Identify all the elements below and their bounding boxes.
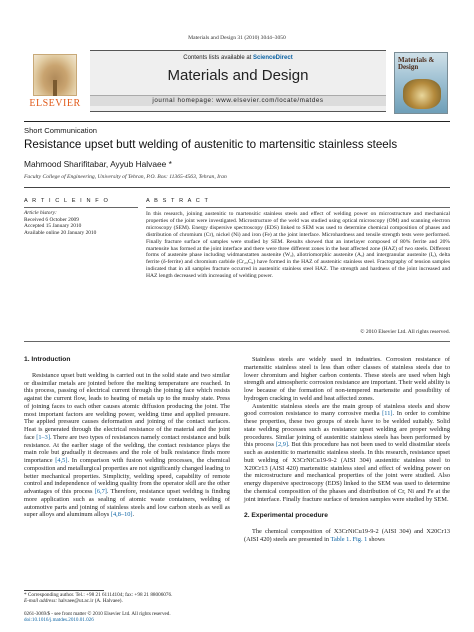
footnote-contact: * Corresponding author. Tel.: +98 21 61114104; fax: +98 21 88006076. [24,592,173,598]
text-run: shows [367,535,385,543]
body-column-left [24,356,230,519]
citation-link[interactable]: [11] [382,410,393,418]
text-run: Resistance upset butt welding is carried out in the solid state and two similar or dissimilar metals are jointed before the melting temperature are reached. In this process, passing of electrical current through the joining face which resists against the current flow, leads to heating of metals up to the mushy state. Press of joining faces to each other causes atomic diffusion producing the joint. The most important factors are welding power, welding time and applied pressure. The applied pressure causes deformation and joining of the contact surfaces. Heat is generated through the electrical resistance of the material and the joint face [24,371,230,441]
journal-cover-image [394,52,448,114]
table-link[interactable]: Table 1 [330,535,350,543]
text-run: . Therefore, resistance upset welding is finding more application such as sealing of atomic waste containers, welding of automotive parts and joining of stainless steels and low carbon steels as well as super alloys and aluminum alloys [24,488,230,519]
citation-link[interactable]: [6,7] [94,488,107,495]
cover-art [403,79,441,109]
author-list[interactable]: Mahmood Sharifitabar, Ayyub Halvaee * [24,159,172,169]
text-run: The chemical composition of X3CrNiCu19-9-2 (AISI 304) and X20Cr13 (AISI 420) steels are presented in [244,528,450,543]
cover-title: Materials & Design [398,56,435,71]
stainless-paragraph: Stainless steels are widely used in industries. Corrosion resistance of martensitic stainless steel is less than other classes of stainless steels due to lower chromium and higher carbon contents. These steels are used when high strength and atmospheric corrosion resistance are important. Their weld ability is low because of the formation of non-tempered martensite and possibility of hydrogen cracking in weld and heat affected zones. [244,356,450,402]
imprint [24,611,171,624]
footnote-email-line [24,598,172,604]
section-heading-experimental: 2. Experimental procedure [244,512,328,520]
austenitic-paragraph [244,403,450,504]
text-run: Austenitic stainless steels are the main group of stainless steels and show good corrosion resistance to many corrosive media [244,402,450,418]
text-run: . [349,535,353,543]
contents-line [90,55,386,61]
article-title: Resistance upset butt welding of austenitic to martensitic stainless steels [24,138,398,151]
email-label: E-mail address: [24,598,58,605]
intro-paragraph [24,372,230,519]
masthead-divider [24,121,450,122]
elsevier-wordmark: ELSEVIER [29,98,81,109]
header-divider [24,187,450,188]
history-label: Article history: [24,210,57,216]
article-type: Short Communication [24,126,98,135]
abstract-text [146,211,450,280]
received-date: Received 6 October 2009 [24,216,79,223]
email-address[interactable]: halvaee@ut.ac.ir (A. Halvaee). [57,598,123,605]
journal-homepage-link[interactable]: journal homepage: www.elsevier.com/locate/matdes [152,97,324,104]
citation-link[interactable]: [4,8–10] [110,511,133,519]
front-matter-notice: 0261-3069/$ - see front matter © 2010 Elsevier Ltd. All rights reserved. [24,611,171,617]
online-date: Available online 20 January 2010 [24,229,97,236]
elsevier-logo [24,50,86,112]
abstract-paragraph: In this research, joining austenitic to martensitic stainless steels and effect of welding power on microstructure and mechanical properties of the joint were investigated. Microstructure of the weld was studied using optical microscopy (OM) and scanning electron microscopy (SEM). Energy dispersive spectroscopy (EDS) linked to SEM was used to determine chemical composition of phases and distribution of chromium (Cr), nickel (Ni) and iron (Fe) at the joint interface. Microhardness and tensile strength tests were performed. Finally fracture surface of samples were studied by SEM. Results showed that an interlayer composed of 80% ferrite and 20% martensite has formed at the joint interface and there were three different zones in the heat affected zone (HAZ) of two steels. Different forms of austenite phase including widmanstatten austenite (Wₐ), allotriomorphic austenite (Aₐ) and intergranular austenite (Iₐ), delta ferrite (δ-ferrite) and chromium carbide (Cr₂₃C₆) have formed in the HAZ of austenitic stainless steel. Fractography of tension samples indicated that in all samples fracture occurred in austenitic stainless steel HAZ. The strength and hardness of the joint increased and HAZ length decreased with increasing of welding power. [146,211,450,280]
masthead-box [90,50,386,112]
journal-title: Materials and Design [167,67,309,84]
text-run: . In comparison with fusion welding processes, the chemical composition and metallurgical properties are not significantly changed leading to better mechanical properties. Simplicity, welding speed, capability of remote control and independence of welding quality from the operator skill are the other advantages of this process [24,457,230,495]
article-info-heading: A R T I C L E I N F O [24,198,110,204]
text-run: . But this procedure has not been used to weld dissimilar steels such as austenitic to martensitic stainless steels. In this research, resistance upset butt welding of X3CrNiCu19-9-2 (AISI 304) austenitic stainless steel to X20Cr13 (AISI 420) martensitic stainless steel and effect of welding power on the microstructure and mechanical properties of the joint were studied. Also energy dispersive spectroscopy (EDS) linked to the SEM was used to determine the chemical composition of the phases and distribution of Cr, Ni and Fe at the joint interface. Finally fracture surface of tension samples were studied by SEM. [244,441,450,503]
info-divider [24,207,138,208]
experimental-paragraph [244,528,450,544]
text-run: . [132,511,135,519]
citation-link[interactable]: [2,9] [275,441,289,449]
contents-prefix: Contents lists available at [183,55,253,61]
section-heading-introduction: 1. Introduction [24,356,71,363]
accepted-date: Accepted 15 January 2010 [24,223,82,230]
citation-link[interactable]: [1–3] [36,433,50,441]
text-run: . There are two types of resistances namely contact resistance and bulk resistance. At the earlier stage of the welding, the contact resistance plays the main role but gradually it decreases and the role of bulk resistance finds more importance [24,433,230,464]
running-head: Materials and Design 31 (2010) 3044–3050 [188,35,286,41]
abstract-heading: A B S T R A C T [146,198,210,204]
body-column-right [244,356,450,544]
abstract-divider [146,207,450,208]
abstract-bottom-divider [24,341,450,342]
article-history [24,210,96,236]
tree-trunk [53,80,57,96]
affiliation: Faculty College of Engineering, University of Tehran, P.O. Box: 11365-4563, Tehran, Iran [24,174,227,180]
footnote-divider [24,590,104,591]
text-run: . In order to combine these properties, these two groups of steels have to be welded suitably. Solid state welding processes such as resistance upset welding are proper welding procedures. Similar joining of austenitic stainless steels has been performed by this process [244,410,450,449]
sciencedirect-link[interactable]: ScienceDirect [253,55,293,61]
journal-masthead [24,50,450,116]
copyright-notice: © 2010 Elsevier Ltd. All rights reserved. [360,329,450,335]
corresponding-author-footnote [24,592,172,605]
doi-link[interactable]: doi:10.1016/j.matdes.2010.01.026 [24,617,94,624]
figure-link[interactable]: Fig. 1 [352,535,368,543]
citation-link[interactable]: [4,5] [55,457,68,464]
